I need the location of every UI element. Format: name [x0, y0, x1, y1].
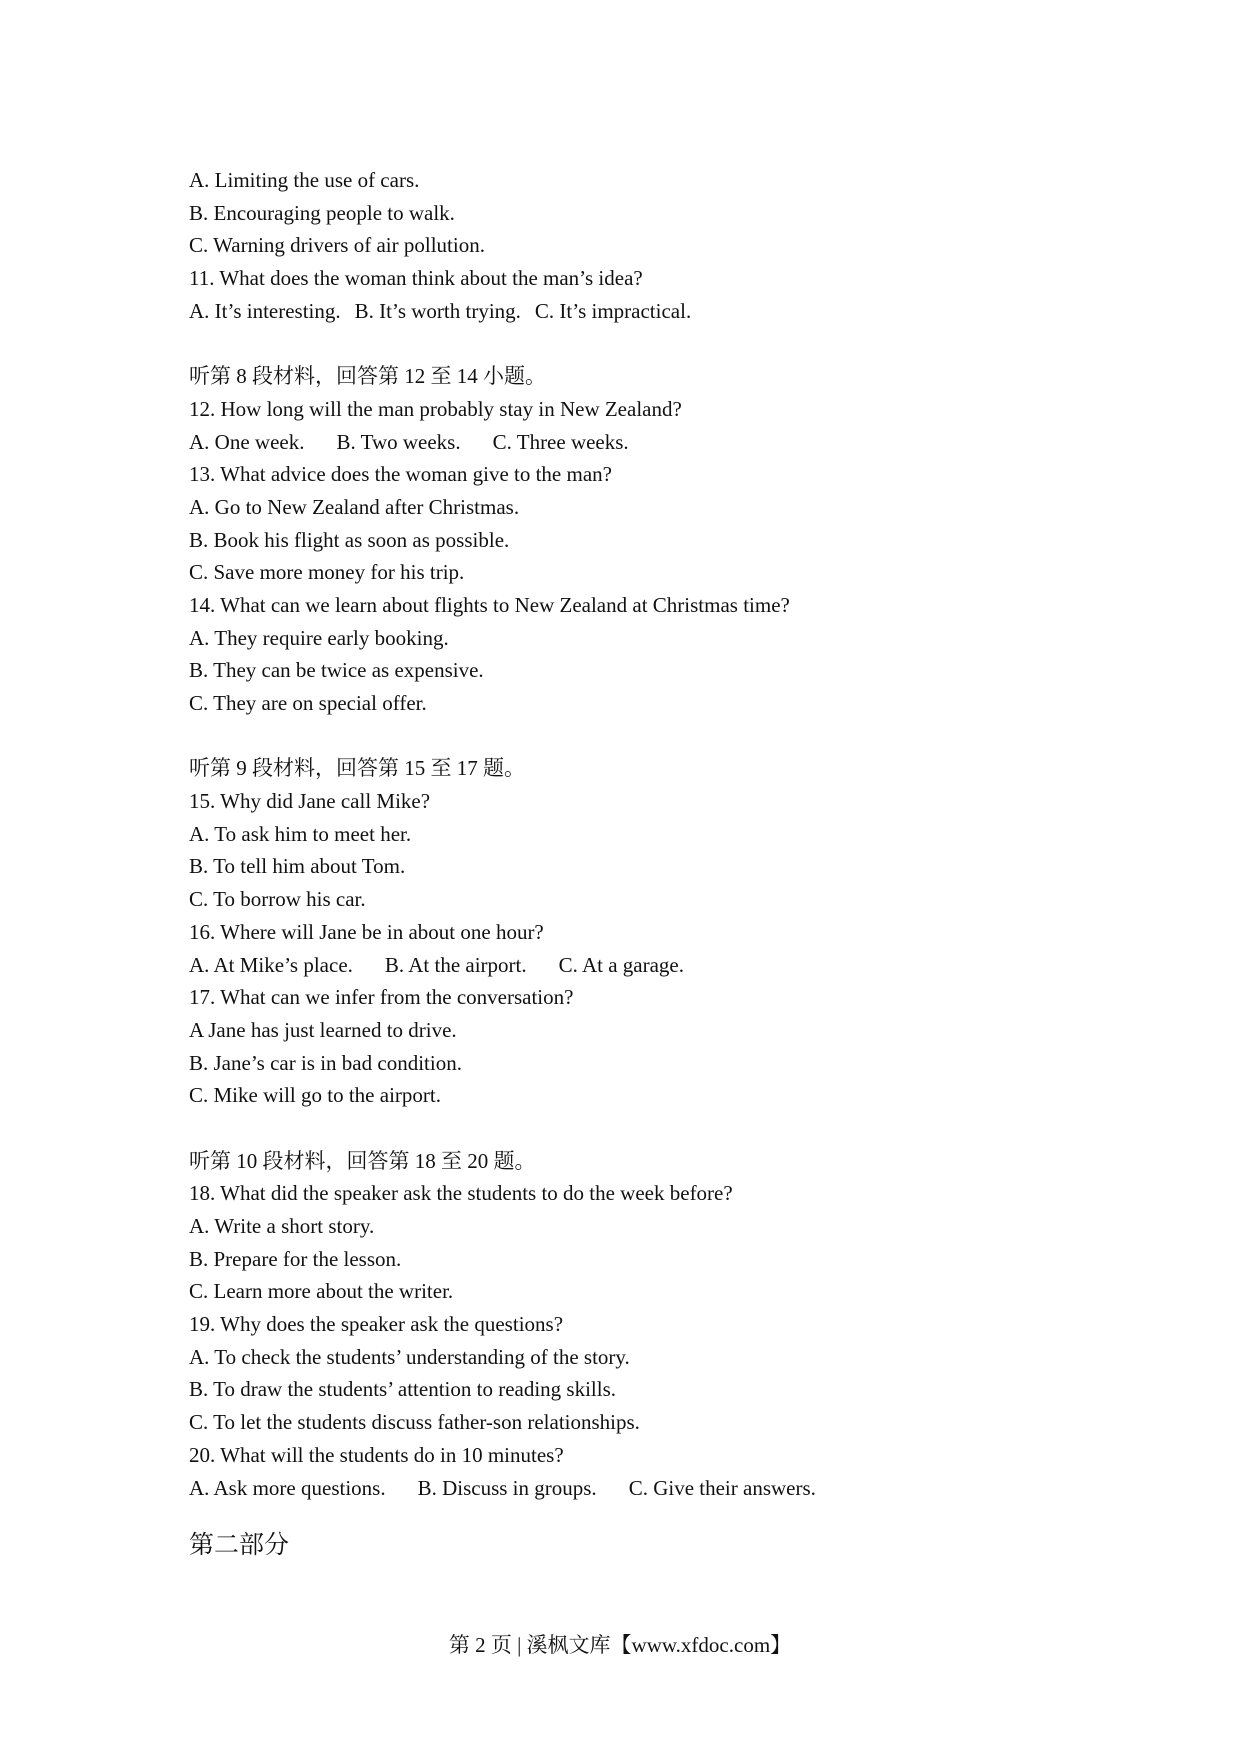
section-9-heading: 听第 9 段材料，回答第 15 至 17 题。	[189, 756, 525, 781]
q14-option-c: C. They are on special offer.	[189, 691, 427, 715]
q18-question: 18. What did the speaker ask the students to do the week before?	[189, 1181, 733, 1206]
q20-question: 20. What will the students do in 10 minutes?	[189, 1442, 564, 1467]
q12-option-b: B. Two weeks.	[336, 429, 461, 454]
q20-option-a: A. Ask more questions.	[189, 1475, 386, 1500]
q13-question: 13. What advice does the woman give to the man?	[189, 462, 612, 487]
q11-options	[189, 295, 1149, 328]
q17-question: 17. What can we infer from the conversation?	[189, 985, 574, 1010]
q11-option-b: B. It’s worth trying.	[354, 298, 521, 323]
q12-options	[189, 426, 1149, 459]
q19-option-b: B. To draw the students’ attention to reading skills.	[189, 1377, 617, 1402]
q20-option-b: B. Discuss in groups.	[417, 1475, 597, 1500]
q13-option-a: A. Go to New Zealand after Christmas.	[189, 494, 520, 519]
q16-option-c: C. At a garage.	[558, 952, 684, 977]
q14-option-a: A. They require early booking.	[189, 625, 449, 650]
spacer	[189, 720, 1149, 753]
q12-option-a: A. One week.	[189, 429, 305, 454]
q19-option-a: A. To check the students’ understanding of the story.	[189, 1344, 630, 1369]
q11-option-c: C. It’s impractical.	[534, 298, 692, 323]
q12-question: 12. How long will the man probably stay in New Zealand?	[189, 396, 682, 421]
page-footer: 第 2 页 | 溪枫文库【www.xfdoc.com】	[448, 1633, 792, 1657]
q11-option-a: A. It’s interesting.	[189, 298, 341, 323]
q13-option-c: C. Save more money for his trip.	[189, 560, 465, 585]
q20-options	[189, 1472, 1149, 1505]
spacer	[189, 327, 1149, 360]
q10-option-b: B. Encouraging people to walk.	[189, 200, 455, 225]
q13-option-b: B. Book his flight as soon as possible.	[189, 527, 510, 552]
q10-option-c: C. Warning drivers of air pollution.	[189, 233, 485, 258]
q11-question: 11. What does the woman think about the man’s idea?	[189, 266, 643, 291]
part-two-title: 第二部分	[189, 1532, 290, 1560]
q18-option-a: A. Write a short story.	[189, 1214, 375, 1238]
q17-option-c: C. Mike will go to the airport.	[189, 1083, 441, 1108]
q17-option-a: A Jane has just learned to drive.	[189, 1017, 457, 1042]
q10-option-a: A. Limiting the use of cars.	[189, 168, 420, 192]
q16-option-a: A. At Mike’s place.	[189, 952, 353, 977]
q19-question: 19. Why does the speaker ask the questions?	[189, 1312, 564, 1337]
section-10-heading: 听第 10 段材料，回答第 18 至 20 题。	[189, 1148, 536, 1173]
spacer	[189, 1112, 1149, 1145]
q14-question: 14. What can we learn about flights to New Zealand at Christmas time?	[189, 592, 790, 617]
q20-option-c: C. Give their answers.	[628, 1475, 816, 1500]
q14-option-b: B. They can be twice as expensive.	[189, 658, 484, 683]
section-8-heading: 听第 8 段材料，回答第 12 至 14 小题。	[189, 364, 546, 389]
q16-question: 16. Where will Jane be in about one hour?	[189, 919, 544, 944]
q18-option-b: B. Prepare for the lesson.	[189, 1246, 402, 1271]
document-body	[189, 164, 1149, 1566]
q19-option-c: C. To let the students discuss father-son relationships.	[189, 1410, 640, 1435]
q16-options	[189, 949, 1149, 982]
q15-option-a: A. To ask him to meet her.	[189, 821, 412, 846]
q18-option-c: C. Learn more about the writer.	[189, 1279, 454, 1304]
q12-option-c: C. Three weeks.	[492, 429, 629, 454]
q15-option-c: C. To borrow his car.	[189, 887, 366, 912]
q16-option-b: B. At the airport.	[384, 952, 527, 977]
q15-question: 15. Why did Jane call Mike?	[189, 789, 431, 814]
q17-option-b: B. Jane’s car is in bad condition.	[189, 1050, 462, 1075]
q15-option-b: B. To tell him about Tom.	[189, 854, 406, 879]
